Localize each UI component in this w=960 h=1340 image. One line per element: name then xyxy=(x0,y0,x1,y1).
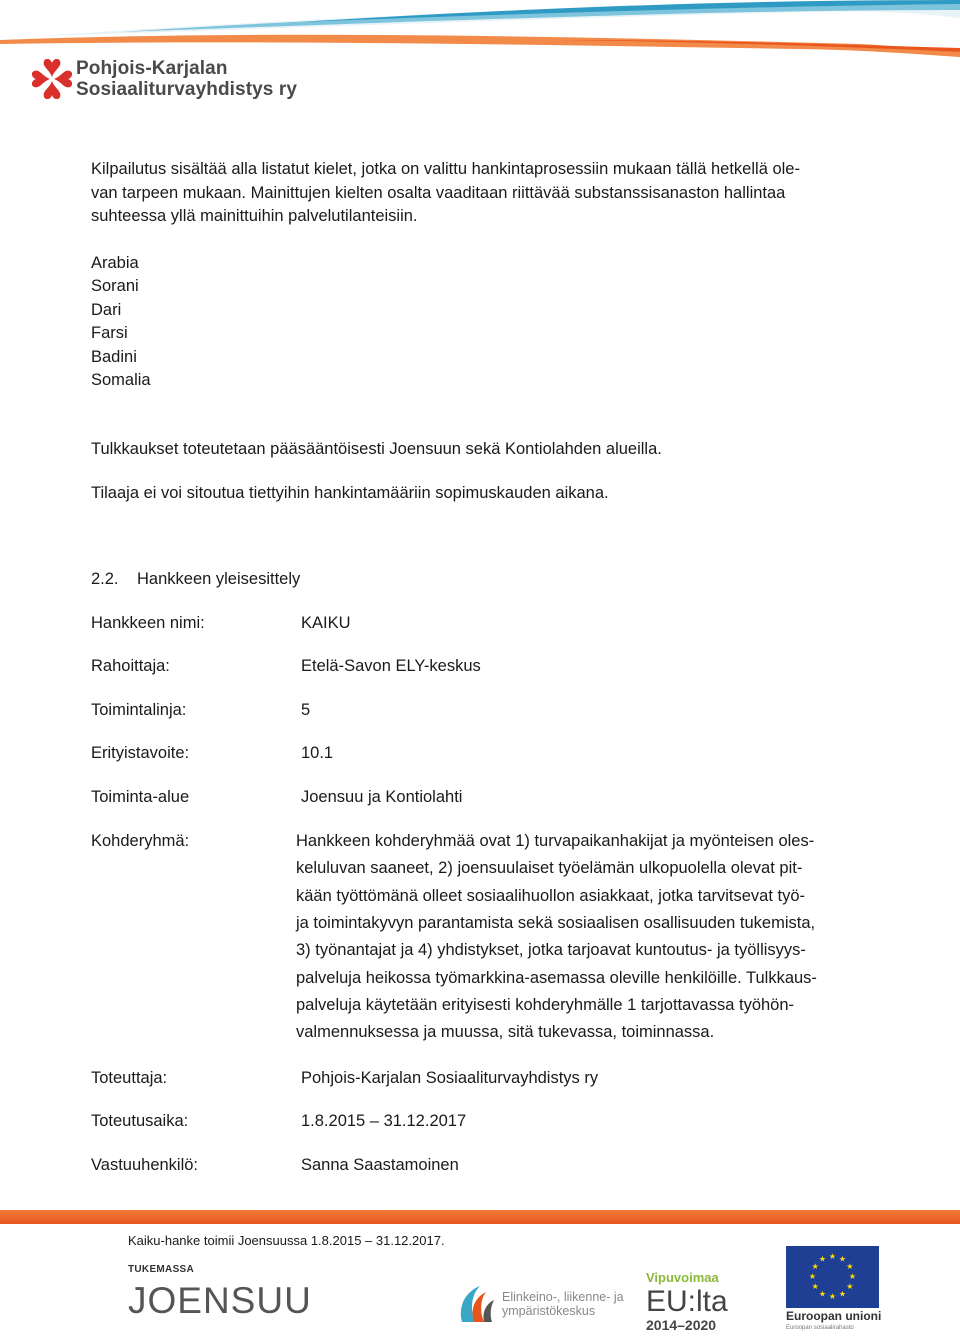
info-label: Toteuttaja: xyxy=(91,1068,168,1087)
info-value: Etelä-Savon ELY-keskus xyxy=(301,657,481,676)
info-value: KAIKU xyxy=(301,613,351,632)
language-item: Badini xyxy=(91,347,137,366)
svg-text:★: ★ xyxy=(818,1289,827,1299)
info-value: 5 xyxy=(301,700,311,719)
info-label: Toteutusaika: xyxy=(91,1112,189,1131)
info-value: Pohjois-Karjalan Sosiaaliturvayhdistys ry xyxy=(301,1068,599,1087)
description-line: palveluja heikossa työmarkkina-asemassa oleville henkilöille. Tulkkaus- xyxy=(296,968,817,987)
svg-text:★: ★ xyxy=(838,1254,847,1264)
svg-text:★: ★ xyxy=(828,1252,837,1261)
section-number: 2.2. xyxy=(91,570,119,589)
svg-text:★: ★ xyxy=(818,1254,827,1264)
language-item: Dari xyxy=(91,300,122,319)
vipuvoimaa-text: Vipuvoimaa xyxy=(646,1270,719,1285)
joensuu-tag: TUKEMASSA xyxy=(128,1264,195,1275)
eu-lta-text: EU:lta xyxy=(646,1285,728,1318)
intro-line: suhteessa yllä mainittuihin palvelutilanteisiin. xyxy=(91,207,418,225)
description-line: valmennuksessa ja muussa, sitä tukevassa, toiminnassa. xyxy=(296,1023,715,1042)
program-years: 2014–2020 xyxy=(646,1317,717,1333)
language-item: Farsi xyxy=(91,324,128,343)
footer-note: Kaiku-hanke toimii Joensuussa 1.8.2015 – 31.12.2017. xyxy=(128,1233,445,1248)
info-label: Rahoittaja: xyxy=(91,657,170,676)
info-row xyxy=(91,785,871,809)
svg-text:★: ★ xyxy=(811,1262,819,1271)
svg-text:★: ★ xyxy=(811,1282,819,1291)
description-line: Hankkeen kohderyhmää ovat 1) turvapaikanhakijat ja myönteisen oles- xyxy=(296,832,815,851)
intro-line: Kilpailutus sisältää alla listatut kielet, jotka on valittu hankintaprosessiin mukaan tällä hetkellä ole- xyxy=(91,160,800,178)
language-list xyxy=(91,252,871,394)
info-row xyxy=(91,1153,871,1177)
svg-text:★: ★ xyxy=(846,1282,854,1291)
organization-logo xyxy=(32,58,297,100)
section-title: Hankkeen yleisesittely xyxy=(137,570,301,589)
project-info-table xyxy=(91,611,871,1177)
info-label: Hankkeen nimi: xyxy=(91,613,205,632)
info-value: 10.1 xyxy=(301,744,334,763)
svg-text:★: ★ xyxy=(808,1272,817,1281)
info-row-target-group xyxy=(91,828,871,1046)
heart-flower-logo-icon xyxy=(32,59,72,99)
info-label: Toimintalinja: xyxy=(91,700,187,719)
info-value: 1.8.2015 – 31.12.2017 xyxy=(301,1112,467,1131)
target-group-description xyxy=(296,828,871,1046)
info-row xyxy=(91,741,871,765)
logo-line-2: Sosiaaliturvayhdistys ry xyxy=(76,79,298,100)
section-heading xyxy=(91,568,871,592)
description-line: palveluja käytetään erityisesti kohderyhmälle 1 tarjottavassa työhön- xyxy=(296,995,795,1014)
info-label: Kohderyhmä: xyxy=(91,832,190,851)
ely-line-2: ympäristökeskus xyxy=(502,1304,596,1318)
language-item: Sorani xyxy=(91,277,139,296)
language-item: Arabia xyxy=(91,253,139,272)
document-body xyxy=(91,158,871,1196)
info-row xyxy=(91,1109,871,1133)
description-line: 3) työnantajat ja 4) yhdistykset, jotka tarjoavat kuntoutus- ja työllisyys- xyxy=(296,941,806,960)
info-row xyxy=(91,611,871,635)
commitment-sentence: Tilaaja ei voi sitoutua tiettyihin hankintamääriin sopimuskauden aikana. xyxy=(91,483,609,502)
info-label: Erityistavoite: xyxy=(91,744,190,763)
info-row xyxy=(91,654,871,678)
info-row xyxy=(91,698,871,722)
area-sentence: Tulkkaukset toteutetaan pääsääntöisesti Joensuun sekä Kontiolahden alueilla. xyxy=(91,440,662,459)
eu-fund-label: Euroopan sosiaalirahasto xyxy=(786,1325,854,1331)
ely-line-1: Elinkeino-, liikenne- ja xyxy=(502,1290,624,1304)
svg-text:★: ★ xyxy=(846,1262,854,1271)
svg-text:★: ★ xyxy=(848,1272,857,1281)
eu-flag-icon xyxy=(786,1246,879,1308)
info-value: Sanna Saastamoinen xyxy=(301,1155,459,1174)
vipuvoimaa-logo xyxy=(646,1270,728,1333)
language-item: Somalia xyxy=(91,371,151,390)
info-value: Joensuu ja Kontiolahti xyxy=(301,787,463,806)
ely-logo-icon xyxy=(456,1282,498,1326)
intro-line: van tarpeen mukaan. Mainittujen kielten osalta vaaditaan riittävää substanssisanaston hallintaa xyxy=(91,183,786,202)
info-label: Vastuuhenkilö: xyxy=(91,1155,199,1174)
info-label: Toiminta-alue xyxy=(91,787,190,806)
footer-divider-bar xyxy=(0,1210,960,1224)
description-line: keluluvan saaneet, 2) joensuulaiset työelämän ulkopuolella olevat pit- xyxy=(296,859,803,878)
joensuu-name: JOENSUU xyxy=(128,1280,312,1321)
description-line: ja toimintakyvyn parantamista sekä sosiaalisen osallisuuden tukemista, xyxy=(296,913,816,932)
joensuu-logo xyxy=(128,1264,312,1321)
svg-text:★: ★ xyxy=(838,1289,847,1299)
intro-paragraph xyxy=(91,158,866,229)
logo-line-1: Pohjois-Karjalan xyxy=(76,58,228,79)
eu-union-label: Euroopan unioni xyxy=(786,1309,882,1323)
description-line: kään työttömänä olleet sosiaalihuollon asiakkaat, jotka tarvitsevat työ- xyxy=(296,886,806,905)
svg-text:★: ★ xyxy=(828,1292,837,1301)
ely-logo xyxy=(456,1282,624,1326)
info-row xyxy=(91,1066,871,1090)
